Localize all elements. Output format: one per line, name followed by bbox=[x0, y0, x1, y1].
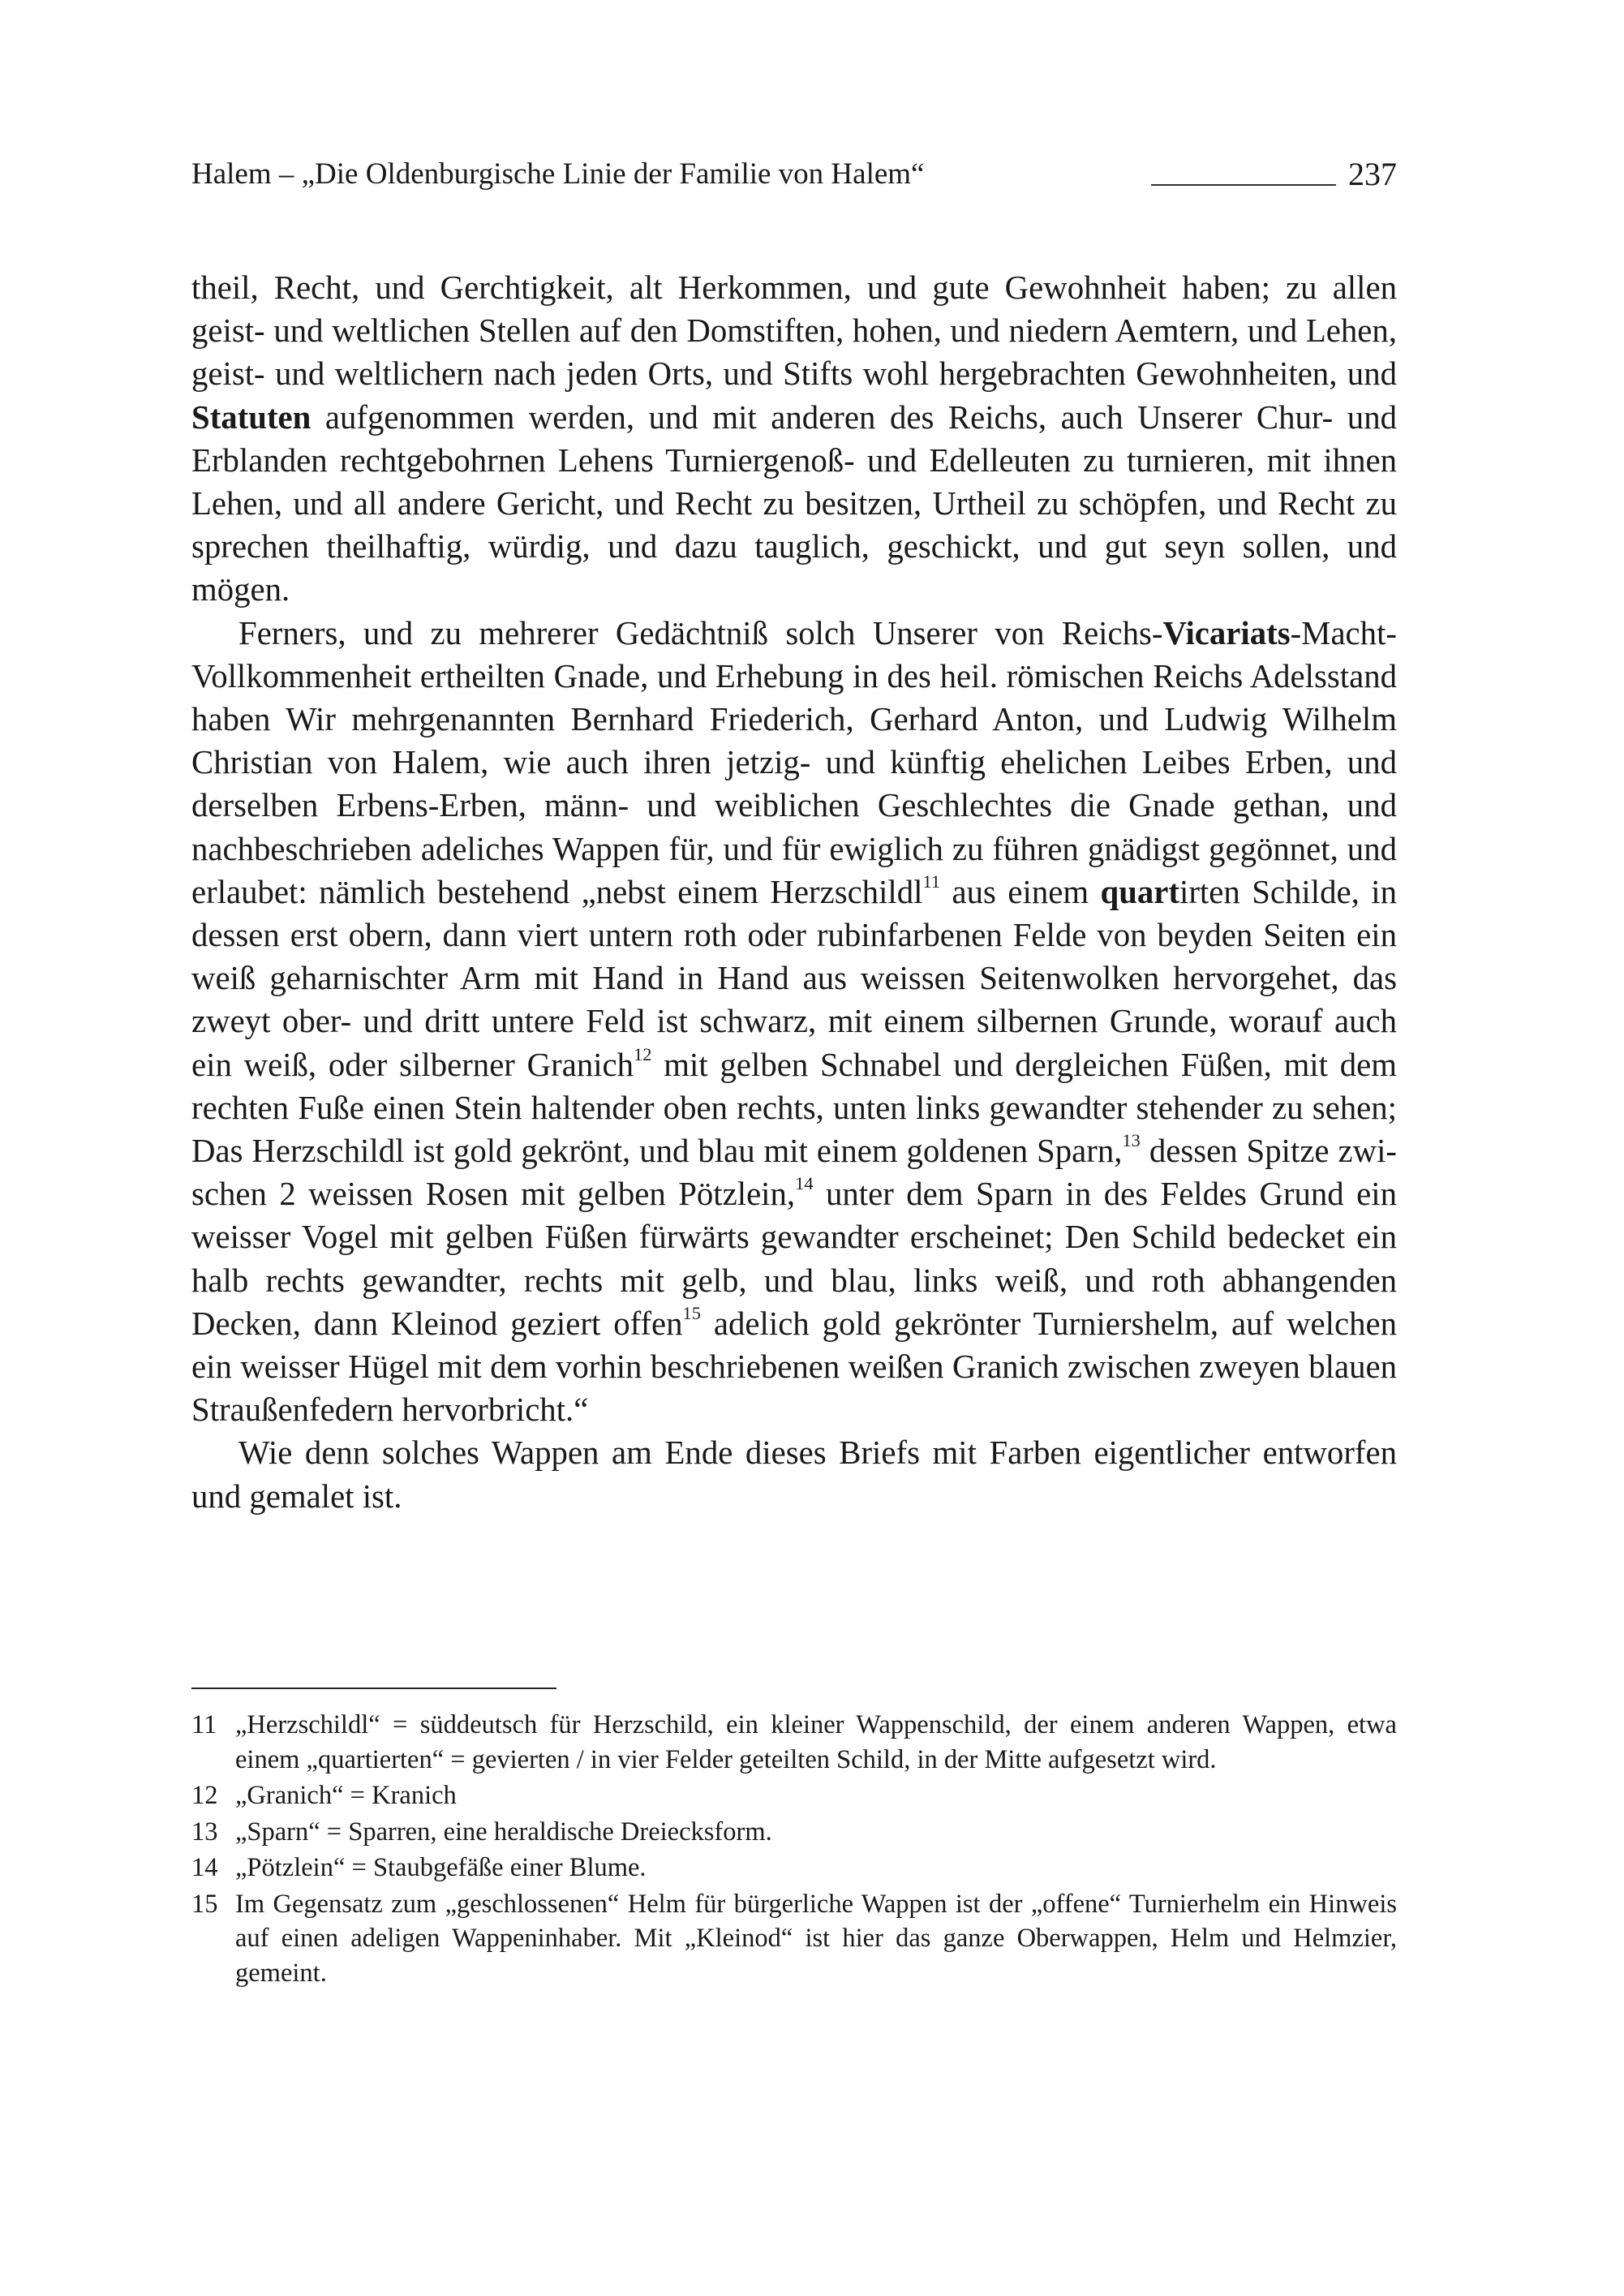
footnote-number: 12 bbox=[191, 1781, 218, 1810]
text-run: aus einem bbox=[940, 873, 1101, 910]
footnote-number: 11 bbox=[191, 1710, 217, 1739]
footnote-ref-15[interactable]: 15 bbox=[682, 1302, 701, 1323]
emphasis-quart: quart bbox=[1100, 873, 1180, 910]
footnote-text: „Granich“ = Kranich bbox=[235, 1781, 457, 1810]
footnotes bbox=[191, 1708, 1397, 1992]
main-text bbox=[191, 266, 1397, 1518]
emphasis-statuten: Statuten bbox=[191, 398, 311, 436]
footnote-11 bbox=[191, 1708, 1397, 1777]
text-run: dessen Spitze zwischen 2 weissen Rosen mit gelben Pötzlein, bbox=[191, 1133, 1397, 1213]
footnote-13 bbox=[191, 1815, 1397, 1850]
text-run: irten Schilde, in dessen erst obern, dann viert untern roth oder rubinfarbenen Felde von beyden Seiten ein weiß geharnischter Arm mit Hand in Hand aus weissen Seitenwolken hervorgehet, das zweyt ober- und dritt untere Feld ist schwarz, mit einem silbernen Grunde, worauf auch ein weiß, oder silberner Granich bbox=[191, 873, 1397, 1083]
footnote-number: 15 bbox=[191, 1889, 218, 1919]
footnote-number: 14 bbox=[191, 1853, 218, 1882]
text-run: aufgenommen werden, und mit anderen des Reichs, auch Unserer Chur- und Erblanden rechtgebohrnen Lehens Turniergenoß- und Edelleuten zu turnieren, mit ihnen Lehen, und all andere Gericht, und Recht zu besitzen, Urtheil zu schöpfen, und Recht zu sprechen theilhaftig, würdig, und dazu tauglich, geschickt, und gut seyn sollen, und mögen. bbox=[191, 398, 1397, 608]
running-header bbox=[191, 154, 1397, 195]
page-number: 237 bbox=[1348, 156, 1397, 192]
footnote-ref-12[interactable]: 12 bbox=[634, 1043, 652, 1064]
paragraph-2 bbox=[191, 612, 1397, 1432]
footnote-number: 13 bbox=[191, 1817, 218, 1847]
footnote-ref-13[interactable]: 13 bbox=[1122, 1130, 1141, 1150]
footnote-12 bbox=[191, 1778, 1397, 1813]
footnote-text: Im Gegensatz zum „geschlossenen“ Helm für bürgerliche Wappen ist der „offene“ Turnierhelm ein Hinweis auf einen adeligen Wappeninhaber. Mit „Kleinod“ ist hier das ganze Oberwappen, Helm und Helmzier, gemeint. bbox=[235, 1889, 1397, 1988]
footnote-ref-14[interactable]: 14 bbox=[795, 1173, 814, 1194]
emphasis-vicariats: Vicariats bbox=[1162, 614, 1291, 651]
header-rule bbox=[1151, 184, 1336, 186]
paragraph-3: Wie denn solches Wappen am Ende dieses Briefs mit Farben eigentlicher entworfen und gemalet ist. bbox=[191, 1434, 1397, 1515]
footnote-rule bbox=[191, 1688, 556, 1689]
footnote-text: „Pötzlein“ = Staubgefäße einer Blume. bbox=[235, 1853, 647, 1882]
text-run: Ferners, und zu mehrerer Gedächtniß solch Unserer von Reichs- bbox=[238, 614, 1163, 651]
text-run: adelich gold gekrönter Turniershelm, auf welchen ein weisser Hügel mit dem vorhin beschriebenen weißen Granich zwischen zweyen blauen Straußenfedern hervorbricht.“ bbox=[191, 1305, 1397, 1429]
text-run: mit gelben Schnabel und dergleichen Füßen, mit dem rechten Fuße einen Stein haltender oben rechts, unten links gewandter stehender zu sehen; Das Herzschildl ist gold gekrönt, und blau mit einem goldenen Sparn, bbox=[191, 1046, 1397, 1170]
paragraph-1 bbox=[191, 266, 1397, 612]
footnote-text: „Herzschildl“ = süddeutsch für Herzschild, ein kleiner Wappenschild, der einem anderen Wappen, etwa einem „quartierten“ = gevierten / in vier Felder geteilten Schild, in der Mitte aufgesetzt wird. bbox=[235, 1710, 1397, 1774]
text-run: unter dem Sparn in des Feldes Grund ein weisser Vogel mit gelben Füßen fürwärts gewandter erscheinet; Den Schild bedecket ein halb rechts gewandter, rechts mit gelb, und blau, links weiß, und roth abhangenden Decken, dann Kleinod geziert offen bbox=[191, 1176, 1397, 1342]
footnote-14 bbox=[191, 1851, 1397, 1885]
footnote-15 bbox=[191, 1887, 1397, 1991]
text-run: -Macht-Vollkommenheit ertheilten Gnade, und Erhebung in des heil. römischen Reichs Adelsstand haben Wir mehrgenannten Bernhard Friederich, Gerhard Anton, und Ludwig Wilhelm Christian von Halem, wie auch ihren jetzig- und künftig ehelichen Leibes Erben, und derselben Erbens-Erben, männ- und weiblichen Geschlechtes die Gnade gethan, und nachbeschrieben adeliches Wappen für, und für ewiglich zu führen gnädigst gegönnet, und erlaubet: nämlich bestehend „nebst einem Herzschildl bbox=[191, 614, 1397, 910]
running-title: Halem – „Die Oldenburgische Linie der Familie von Halem“ bbox=[191, 157, 925, 191]
footnote-text: „Sparn“ = Sparren, eine heraldische Dreiecksform. bbox=[235, 1817, 772, 1847]
text-run: theil, Recht, und Gerchtigkeit, alt Herkommen, und gute Gewohnheit haben; zu allen geist- und weltlichen Stellen auf den Domstiften, hohen, und niedern Aemtern, und Lehen, geist- und weltlichern nach jeden Orts, und Stifts wohl hergebrachten Gewohnheiten, und bbox=[191, 269, 1397, 393]
footnote-ref-11[interactable]: 11 bbox=[922, 871, 941, 892]
